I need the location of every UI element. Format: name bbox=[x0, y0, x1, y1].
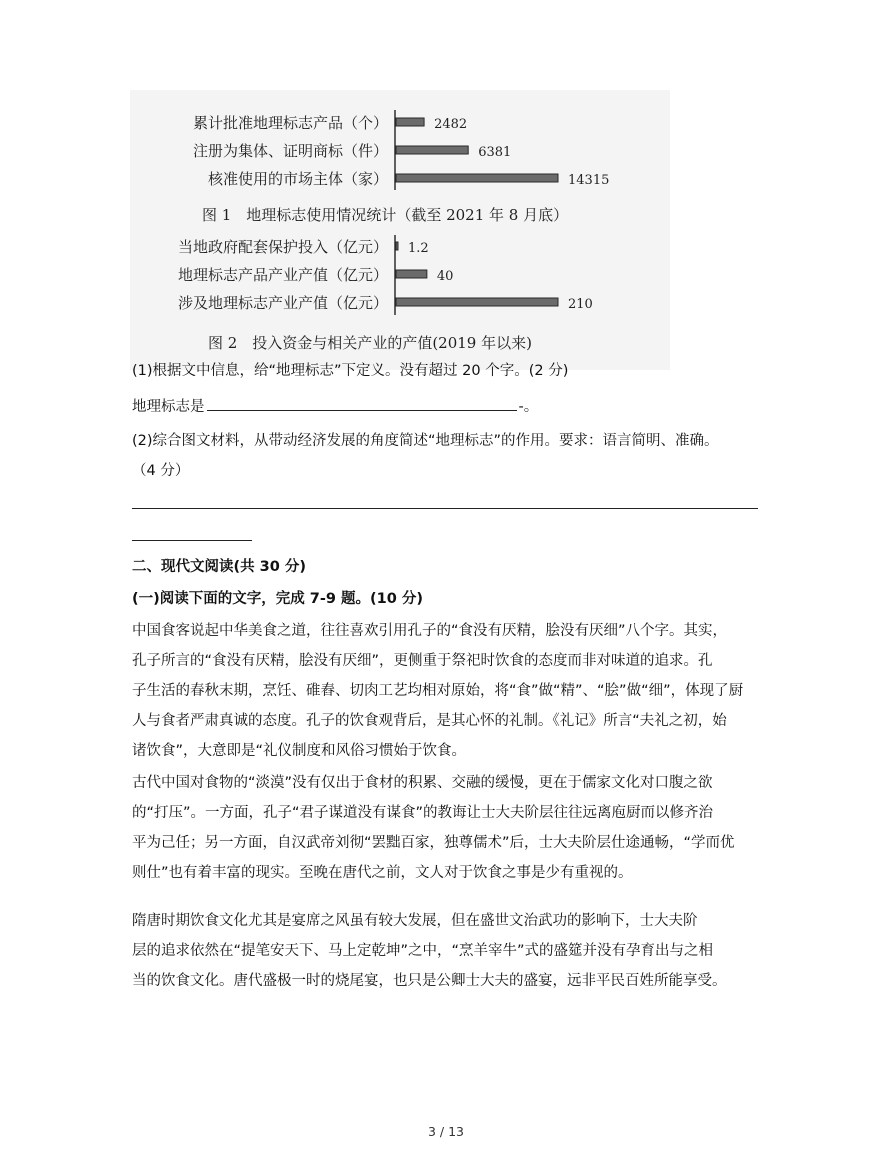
page-number: 3 / 13 bbox=[427, 1124, 465, 1139]
fig1-value-label: 6381 bbox=[478, 145, 512, 160]
fig1-bar bbox=[396, 174, 558, 182]
question-2: (2)综合图文材料，从带动经济发展的角度简述“地理标志”的作用。要求：语言简明、准确。 bbox=[132, 433, 719, 449]
paragraph-line: 则仕”也有着丰富的现实。至晚在唐代之前，文人对于饮食之事是少有重视的。 bbox=[132, 865, 633, 881]
fig1-category-label: 核准使用的市场主体（家） bbox=[207, 170, 388, 188]
fig1-bar bbox=[396, 146, 468, 154]
question-2-score: （4 分） bbox=[132, 463, 190, 479]
figure-2 bbox=[178, 235, 593, 352]
answer-rule-long[interactable] bbox=[132, 508, 758, 509]
fig1-value-label: 2482 bbox=[434, 117, 468, 132]
answer-blank[interactable] bbox=[207, 396, 517, 411]
fig2-category-label: 当地政府配套保护投入（亿元） bbox=[177, 238, 388, 256]
fig2-value-label: 40 bbox=[436, 269, 454, 284]
paragraph-line: 隋唐时期饮食文化尤其是宴席之风虽有较大发展，但在盛世文治武功的影响下，士大夫阶 bbox=[132, 913, 698, 929]
answer-prefix: 地理标志是 bbox=[132, 399, 205, 415]
subsection-title: (一)阅读下面的文字，完成 7-9 题。(10 分) bbox=[132, 591, 424, 607]
fig2-category-label: 涉及地理标志产业产值（亿元） bbox=[177, 294, 388, 312]
fig2-category-label: 地理标志产品产业产值（亿元） bbox=[177, 266, 388, 284]
paragraph-line: 层的追求依然在“提笔安天下、马上定乾坤”之中，“烹羊宰牛”式的盛筵并没有孕育出与之相 bbox=[132, 943, 714, 959]
paragraph-line: 诸饮食”，大意即是“礼仪制度和风俗习惯始于饮食。 bbox=[132, 743, 467, 759]
answer-line-1 bbox=[132, 395, 538, 416]
section-title: 二、现代文阅读(共 30 分) bbox=[132, 559, 307, 575]
paragraph-line: 子生活的春秋末期，烹饪、碓舂、切肉工艺均相对原始，将“食”做“精”、“脍”做“细”，体现了厨 bbox=[132, 683, 744, 699]
answer-rule-short[interactable] bbox=[132, 540, 252, 541]
fig1-caption: 图 1 地理标志使用情况统计（截至 2021 年 8 月底） bbox=[202, 206, 569, 224]
figures-svg bbox=[130, 90, 670, 370]
fig2-caption: 图 2 投入资金与相关产业的产值(2019 年以来) bbox=[208, 334, 532, 352]
answer-suffix: -。 bbox=[518, 399, 539, 415]
fig2-value-label: 1.2 bbox=[408, 241, 429, 256]
question-1: (1)根据文中信息，给“地理标志”下定义。没有超过 20 个字。(2 分) bbox=[132, 363, 569, 379]
fig1-value-label: 14315 bbox=[568, 173, 610, 188]
paragraph-line: 当的饮食文化。唐代盛极一时的烧尾宴，也只是公卿士大夫的盛宴，远非平民百姓所能享受。 bbox=[132, 973, 727, 989]
fig2-value-label: 210 bbox=[568, 297, 593, 312]
paragraph-line: 古代中国对食物的“淡漠”没有仅出于食材的积累、交融的缓慢，更在于儒家文化对口腹之欲 bbox=[132, 775, 713, 791]
paragraph-line: 的“打压”。一方面，孔子“君子谋道没有谋食”的教诲让士大夫阶层往往远离庖厨而以修齐治 bbox=[132, 805, 714, 821]
figure-1 bbox=[193, 110, 609, 224]
paragraph-3 bbox=[132, 906, 772, 996]
fig2-bar bbox=[396, 242, 398, 250]
paragraph-line: 中国食客说起中华美食之道，往往喜欢引用孔子的“食没有厌精，脍没有厌细”八个字。其实， bbox=[132, 623, 728, 639]
paragraph-2 bbox=[132, 768, 772, 888]
paragraph-line: 人与食者严肃真诚的态度。孔子的饮食观背后，是其心怀的礼制。《礼记》所言“夫礼之初，始 bbox=[132, 713, 727, 729]
fig1-category-label: 注册为集体、证明商标（件） bbox=[192, 142, 388, 160]
fig1-category-label: 累计批准地理标志产品（个） bbox=[192, 114, 388, 132]
paragraph-line: 平为己任；另一方面，自汉武帝刘彻“罢黜百家，独尊儒术”后，士大夫阶层仕途通畅，“学而优 bbox=[132, 835, 735, 851]
fig1-bar bbox=[396, 118, 424, 126]
fig2-bar bbox=[396, 270, 427, 278]
paragraph-1 bbox=[132, 616, 772, 766]
paragraph-line: 孔子所言的“食没有厌精，脍没有厌细”，更侧重于祭祀时饮食的态度而非对味道的追求。孔 bbox=[132, 653, 713, 669]
fig2-bar bbox=[396, 298, 558, 306]
